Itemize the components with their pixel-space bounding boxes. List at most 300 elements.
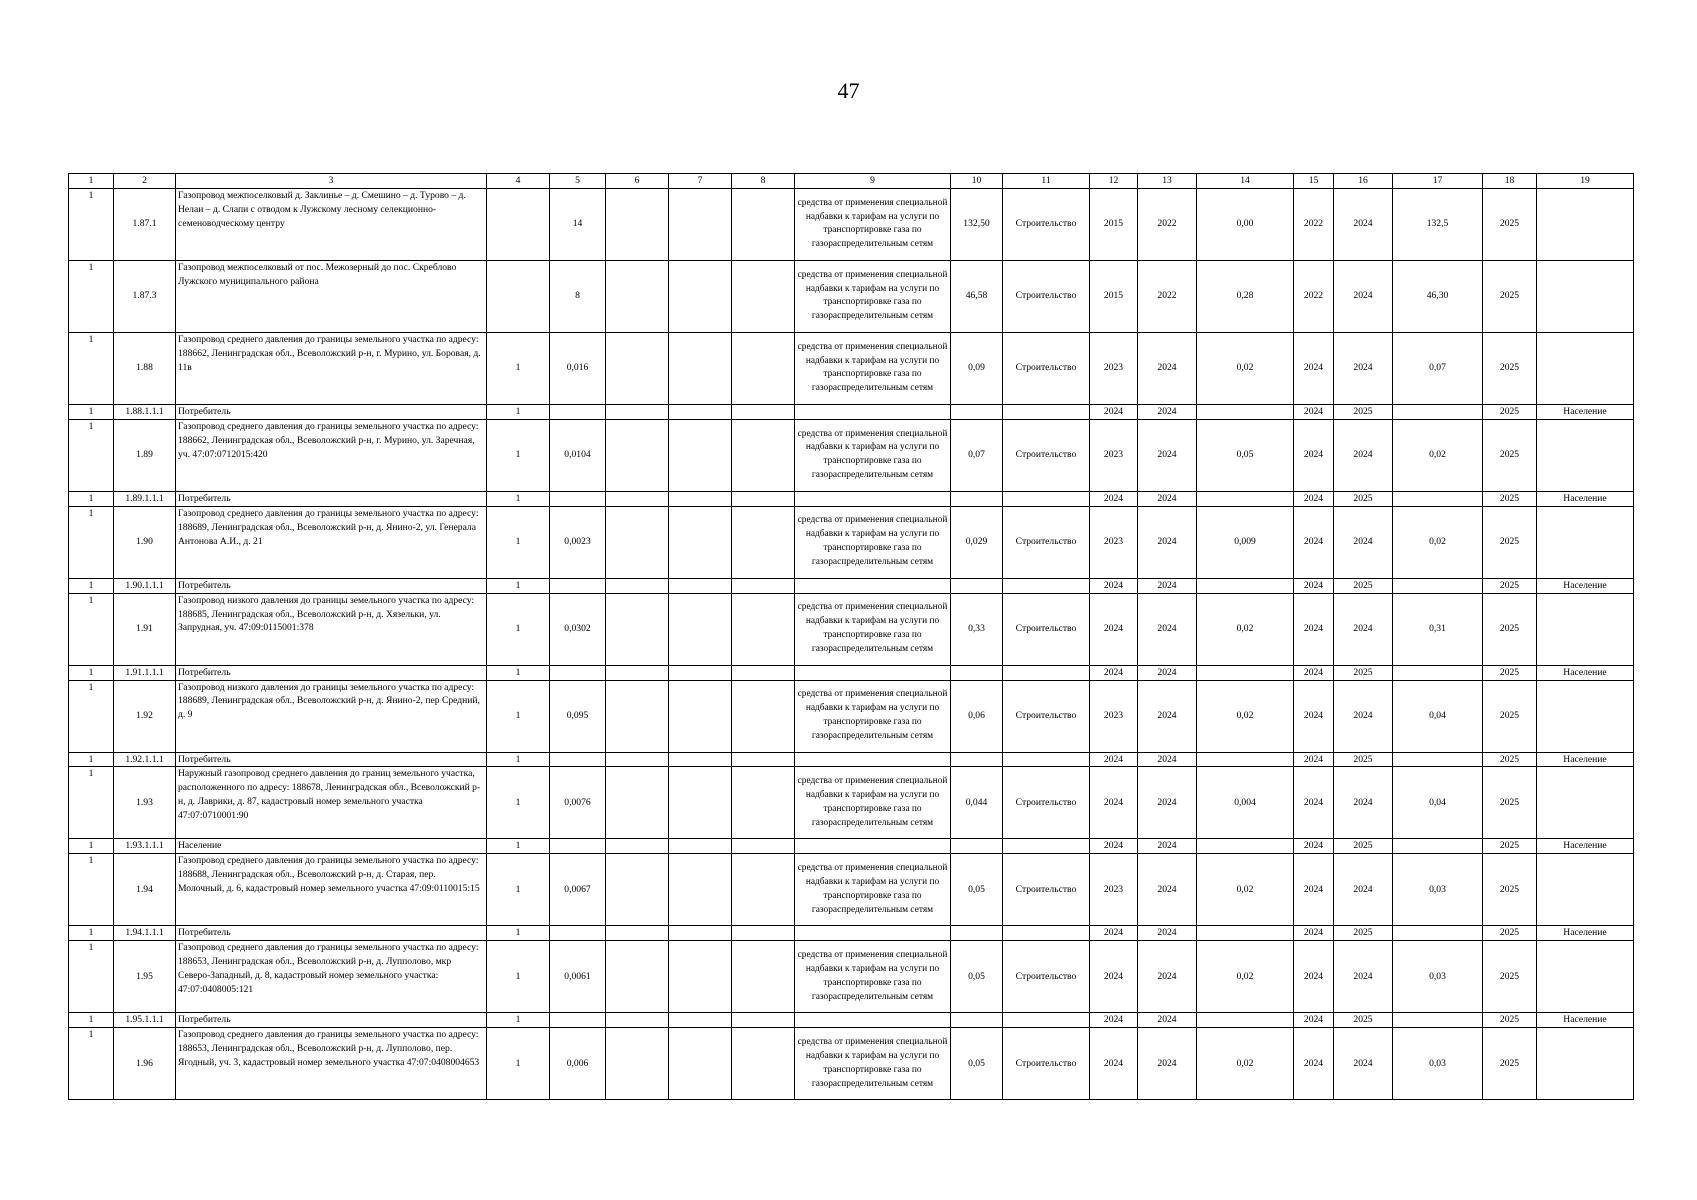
header-cell: 15 [1294, 174, 1334, 189]
cell-col-12: 2024 [1090, 665, 1138, 680]
cell-col-2: 1.88.1.1.1 [114, 404, 176, 419]
cell-col-4: 1 [487, 506, 550, 578]
cell-col-7 [669, 506, 732, 578]
cell-col-13: 2024 [1138, 332, 1197, 404]
cell-col-15: 2024 [1294, 593, 1334, 665]
cell-col-1: 1 [69, 941, 114, 1013]
cell-col-3: Потребитель [176, 926, 487, 941]
cell-col-8 [732, 680, 795, 752]
header-cell: 13 [1138, 174, 1197, 189]
cell-col-17 [1393, 1013, 1483, 1028]
cell-col-16: 2025 [1334, 578, 1393, 593]
cell-col-9: средства от применения специальной надбавки к тарифам на услуги по транспортировке газа по газораспределительным сетям [795, 854, 951, 926]
cell-col-9: средства от применения специальной надбавки к тарифам на услуги по транспортировке газа по газораспределительным сетям [795, 941, 951, 1013]
cell-col-2: 1.89 [114, 419, 176, 491]
cell-col-16: 2024 [1334, 419, 1393, 491]
table-row [69, 767, 1634, 839]
header-cell: 11 [1003, 174, 1090, 189]
cell-col-12: 2024 [1090, 593, 1138, 665]
cell-col-10: 46,58 [951, 260, 1003, 332]
cell-col-12: 2024 [1090, 1028, 1138, 1100]
cell-col-3: Газопровод низкого давления до границы земельного участка по адресу: 188689, Ленинградская обл., Всеволожский р-н, д. Янино-2, пер Средний, д. 9 [176, 680, 487, 752]
cell-col-19: Население [1537, 752, 1634, 767]
cell-col-7 [669, 1028, 732, 1100]
header-cell: 17 [1393, 174, 1483, 189]
cell-col-12: 2023 [1090, 332, 1138, 404]
cell-col-7 [669, 839, 732, 854]
cell-col-16: 2025 [1334, 1013, 1393, 1028]
cell-col-14: 0,00 [1197, 188, 1294, 260]
cell-col-3: Газопровод низкого давления до границы земельного участка по адресу: 188685, Ленинградская обл., Всеволожский р-н, д. Хязельки, ул. Запрудная, уч. 47:09:0115001:378 [176, 593, 487, 665]
table-subrow [69, 404, 1634, 419]
cell-col-9 [795, 665, 951, 680]
cell-col-14 [1197, 665, 1294, 680]
cell-col-3: Наружный газопровод среднего давления до границ земельного участка, расположенного по адресу: 188678, Ленинградская обл., Всеволожский р-н, д. Лаврики, д. 87, кадастровый номер земельного участка 47:07:0710001:90 [176, 767, 487, 839]
header-cell: 2 [114, 174, 176, 189]
cell-col-7 [669, 941, 732, 1013]
cell-col-19 [1537, 332, 1634, 404]
cell-col-4: 1 [487, 854, 550, 926]
cell-col-7 [669, 332, 732, 404]
cell-col-1: 1 [69, 926, 114, 941]
cell-col-19 [1537, 188, 1634, 260]
cell-col-4: 1 [487, 578, 550, 593]
cell-col-11 [1003, 404, 1090, 419]
cell-col-10 [951, 1013, 1003, 1028]
cell-col-13: 2024 [1138, 404, 1197, 419]
cell-col-19 [1537, 767, 1634, 839]
cell-col-13: 2022 [1138, 260, 1197, 332]
cell-col-18: 2025 [1483, 1013, 1537, 1028]
table-subrow [69, 1013, 1634, 1028]
table-row [69, 593, 1634, 665]
cell-col-13: 2024 [1138, 854, 1197, 926]
cell-col-8 [732, 404, 795, 419]
cell-col-17: 0,03 [1393, 854, 1483, 926]
cell-col-15: 2024 [1294, 419, 1334, 491]
cell-col-17: 0,03 [1393, 941, 1483, 1013]
cell-col-17: 132,5 [1393, 188, 1483, 260]
cell-col-1: 1 [69, 680, 114, 752]
cell-col-8 [732, 188, 795, 260]
cell-col-8 [732, 767, 795, 839]
header-row [69, 174, 1634, 189]
cell-col-16: 2025 [1334, 665, 1393, 680]
table-row [69, 188, 1634, 260]
cell-col-4: 1 [487, 419, 550, 491]
cell-col-18: 2025 [1483, 260, 1537, 332]
cell-col-11 [1003, 491, 1090, 506]
cell-col-9: средства от применения специальной надбавки к тарифам на услуги по транспортировке газа по газораспределительным сетям [795, 419, 951, 491]
cell-col-8 [732, 839, 795, 854]
cell-col-10: 0,05 [951, 854, 1003, 926]
cell-col-14 [1197, 1013, 1294, 1028]
cell-col-16: 2024 [1334, 332, 1393, 404]
cell-col-5: 0,006 [550, 1028, 606, 1100]
cell-col-4: 1 [487, 926, 550, 941]
cell-col-2: 1.94 [114, 854, 176, 926]
cell-col-2: 1.88 [114, 332, 176, 404]
cell-col-3: Население [176, 839, 487, 854]
cell-col-11 [1003, 578, 1090, 593]
table-row [69, 680, 1634, 752]
table-row [69, 332, 1634, 404]
cell-col-1: 1 [69, 332, 114, 404]
cell-col-7 [669, 680, 732, 752]
cell-col-4: 1 [487, 1028, 550, 1100]
table-row [69, 506, 1634, 578]
cell-col-8 [732, 1013, 795, 1028]
cell-col-17: 0,31 [1393, 593, 1483, 665]
cell-col-11: Строительство [1003, 188, 1090, 260]
cell-col-3: Газопровод среднего давления до границы земельного участка по адресу: 188689, Ленинградская обл., Всеволожский р-н, д. Янино-2, ул. Генерала Антонова А.И., д. 21 [176, 506, 487, 578]
cell-col-13: 2024 [1138, 578, 1197, 593]
cell-col-17: 46,30 [1393, 260, 1483, 332]
cell-col-8 [732, 506, 795, 578]
cell-col-19: Население [1537, 926, 1634, 941]
cell-col-2: 1.90 [114, 506, 176, 578]
cell-col-10 [951, 752, 1003, 767]
cell-col-13: 2024 [1138, 665, 1197, 680]
cell-col-15: 2024 [1294, 680, 1334, 752]
cell-col-16: 2025 [1334, 839, 1393, 854]
cell-col-12: 2023 [1090, 854, 1138, 926]
header-cell: 12 [1090, 174, 1138, 189]
cell-col-17: 0,07 [1393, 332, 1483, 404]
cell-col-17 [1393, 752, 1483, 767]
cell-col-5 [550, 404, 606, 419]
cell-col-13: 2024 [1138, 926, 1197, 941]
cell-col-5 [550, 578, 606, 593]
cell-col-19 [1537, 1028, 1634, 1100]
header-cell: 6 [606, 174, 669, 189]
cell-col-14: 0,02 [1197, 941, 1294, 1013]
cell-col-1: 1 [69, 491, 114, 506]
cell-col-18: 2025 [1483, 839, 1537, 854]
cell-col-9 [795, 839, 951, 854]
cell-col-14: 0,02 [1197, 593, 1294, 665]
cell-col-4: 1 [487, 491, 550, 506]
cell-col-1: 1 [69, 665, 114, 680]
cell-col-5: 0,0076 [550, 767, 606, 839]
cell-col-11: Строительство [1003, 506, 1090, 578]
cell-col-5: 0,0302 [550, 593, 606, 665]
cell-col-9: средства от применения специальной надбавки к тарифам на услуги по транспортировке газа по газораспределительным сетям [795, 680, 951, 752]
cell-col-15: 2024 [1294, 1028, 1334, 1100]
cell-col-14: 0,02 [1197, 1028, 1294, 1100]
cell-col-15: 2024 [1294, 1013, 1334, 1028]
cell-col-2: 1.89.1.1.1 [114, 491, 176, 506]
cell-col-12: 2024 [1090, 941, 1138, 1013]
cell-col-7 [669, 491, 732, 506]
cell-col-8 [732, 665, 795, 680]
cell-col-18: 2025 [1483, 767, 1537, 839]
cell-col-9: средства от применения специальной надбавки к тарифам на услуги по транспортировке газа по газораспределительным сетям [795, 506, 951, 578]
cell-col-18: 2025 [1483, 578, 1537, 593]
cell-col-16: 2024 [1334, 1028, 1393, 1100]
cell-col-10: 0,06 [951, 680, 1003, 752]
cell-col-5 [550, 752, 606, 767]
table-subrow [69, 491, 1634, 506]
header-cell: 19 [1537, 174, 1634, 189]
cell-col-9 [795, 1013, 951, 1028]
cell-col-18: 2025 [1483, 926, 1537, 941]
cell-col-15: 2024 [1294, 404, 1334, 419]
cell-col-16: 2025 [1334, 926, 1393, 941]
cell-col-2: 1.92.1.1.1 [114, 752, 176, 767]
cell-col-3: Газопровод среднего давления до границы земельного участка по адресу: 188653, Ленинградская обл., Всеволожский р-н, д. Лупполово, пер. Ягодный, уч. 3, кадастровый номер земельного участка 47:07:0408004653 [176, 1028, 487, 1100]
cell-col-13: 2024 [1138, 593, 1197, 665]
cell-col-6 [606, 491, 669, 506]
cell-col-15: 2024 [1294, 941, 1334, 1013]
cell-col-6 [606, 506, 669, 578]
cell-col-17: 0,02 [1393, 506, 1483, 578]
cell-col-2: 1.91 [114, 593, 176, 665]
cell-col-4: 1 [487, 332, 550, 404]
cell-col-12: 2024 [1090, 491, 1138, 506]
cell-col-8 [732, 332, 795, 404]
cell-col-11: Строительство [1003, 854, 1090, 926]
cell-col-5 [550, 839, 606, 854]
cell-col-2: 1.92 [114, 680, 176, 752]
cell-col-19: Население [1537, 578, 1634, 593]
cell-col-4: 1 [487, 593, 550, 665]
cell-col-16: 2024 [1334, 506, 1393, 578]
page-number: 47 [837, 78, 860, 103]
cell-col-14 [1197, 752, 1294, 767]
cell-col-11: Строительство [1003, 593, 1090, 665]
header-cell: 7 [669, 174, 732, 189]
cell-col-3: Газопровод среднего давления до границы земельного участка по адресу: 188653, Ленинградская обл., Всеволожский р-н, д. Лупполово, мкр Северо-Западный, д. 8, кадастровый номер земельного участка: 47:07:0408005:121 [176, 941, 487, 1013]
cell-col-14 [1197, 578, 1294, 593]
cell-col-14: 0,05 [1197, 419, 1294, 491]
cell-col-11: Строительство [1003, 941, 1090, 1013]
cell-col-13: 2024 [1138, 941, 1197, 1013]
cell-col-12: 2015 [1090, 260, 1138, 332]
cell-col-18: 2025 [1483, 680, 1537, 752]
cell-col-9: средства от применения специальной надбавки к тарифам на услуги по транспортировке газа по газораспределительным сетям [795, 188, 951, 260]
cell-col-12: 2024 [1090, 926, 1138, 941]
cell-col-15: 2024 [1294, 491, 1334, 506]
cell-col-6 [606, 404, 669, 419]
cell-col-14: 0,02 [1197, 680, 1294, 752]
cell-col-5: 0,016 [550, 332, 606, 404]
cell-col-9: средства от применения специальной надбавки к тарифам на услуги по транспортировке газа по газораспределительным сетям [795, 767, 951, 839]
cell-col-15: 2024 [1294, 854, 1334, 926]
cell-col-14 [1197, 839, 1294, 854]
cell-col-11: Строительство [1003, 260, 1090, 332]
cell-col-17: 0,03 [1393, 1028, 1483, 1100]
cell-col-19 [1537, 260, 1634, 332]
cell-col-1: 1 [69, 854, 114, 926]
cell-col-4 [487, 260, 550, 332]
cell-col-16: 2024 [1334, 767, 1393, 839]
cell-col-6 [606, 941, 669, 1013]
cell-col-11: Строительство [1003, 1028, 1090, 1100]
cell-col-13: 2024 [1138, 419, 1197, 491]
cell-col-7 [669, 767, 732, 839]
cell-col-6 [606, 188, 669, 260]
cell-col-1: 1 [69, 839, 114, 854]
cell-col-6 [606, 767, 669, 839]
cell-col-11 [1003, 926, 1090, 941]
cell-col-11 [1003, 665, 1090, 680]
cell-col-4: 1 [487, 1013, 550, 1028]
cell-col-10 [951, 665, 1003, 680]
cell-col-10: 0,044 [951, 767, 1003, 839]
cell-col-17 [1393, 839, 1483, 854]
cell-col-18: 2025 [1483, 188, 1537, 260]
cell-col-2: 1.95.1.1.1 [114, 1013, 176, 1028]
cell-col-1: 1 [69, 506, 114, 578]
cell-col-1: 1 [69, 1028, 114, 1100]
cell-col-1: 1 [69, 752, 114, 767]
cell-col-9: средства от применения специальной надбавки к тарифам на услуги по транспортировке газа по газораспределительным сетям [795, 593, 951, 665]
cell-col-14: 0,28 [1197, 260, 1294, 332]
header-cell: 9 [795, 174, 951, 189]
header-cell: 10 [951, 174, 1003, 189]
cell-col-10: 0,029 [951, 506, 1003, 578]
cell-col-4: 1 [487, 839, 550, 854]
cell-col-7 [669, 1013, 732, 1028]
cell-col-5: 0,095 [550, 680, 606, 752]
cell-col-9 [795, 926, 951, 941]
header-cell: 16 [1334, 174, 1393, 189]
cell-col-15: 2024 [1294, 332, 1334, 404]
cell-col-8 [732, 941, 795, 1013]
cell-col-15: 2024 [1294, 839, 1334, 854]
cell-col-7 [669, 926, 732, 941]
cell-col-7 [669, 260, 732, 332]
cell-col-7 [669, 593, 732, 665]
cell-col-12: 2024 [1090, 1013, 1138, 1028]
cell-col-6 [606, 578, 669, 593]
table-row [69, 419, 1634, 491]
cell-col-19 [1537, 506, 1634, 578]
cell-col-17: 0,02 [1393, 419, 1483, 491]
cell-col-19: Население [1537, 665, 1634, 680]
cell-col-15: 2024 [1294, 665, 1334, 680]
cell-col-11 [1003, 1013, 1090, 1028]
cell-col-3: Потребитель [176, 491, 487, 506]
cell-col-1: 1 [69, 419, 114, 491]
cell-col-12: 2023 [1090, 419, 1138, 491]
cell-col-9 [795, 752, 951, 767]
cell-col-16: 2024 [1334, 854, 1393, 926]
cell-col-1: 1 [69, 404, 114, 419]
cell-col-12: 2024 [1090, 767, 1138, 839]
cell-col-6 [606, 332, 669, 404]
cell-col-10: 132,50 [951, 188, 1003, 260]
table-subrow [69, 839, 1634, 854]
cell-col-15: 2024 [1294, 506, 1334, 578]
cell-col-5 [550, 665, 606, 680]
cell-col-2: 1.96 [114, 1028, 176, 1100]
cell-col-13: 2024 [1138, 1028, 1197, 1100]
cell-col-4: 1 [487, 941, 550, 1013]
cell-col-9 [795, 578, 951, 593]
cell-col-19 [1537, 593, 1634, 665]
cell-col-18: 2025 [1483, 941, 1537, 1013]
cell-col-12: 2024 [1090, 839, 1138, 854]
cell-col-9: средства от применения специальной надбавки к тарифам на услуги по транспортировке газа по газораспределительным сетям [795, 332, 951, 404]
cell-col-5 [550, 1013, 606, 1028]
cell-col-9: средства от применения специальной надбавки к тарифам на услуги по транспортировке газа по газораспределительным сетям [795, 260, 951, 332]
cell-col-8 [732, 260, 795, 332]
cell-col-8 [732, 578, 795, 593]
header-cell: 3 [176, 174, 487, 189]
table-subrow [69, 926, 1634, 941]
cell-col-2: 1.93 [114, 767, 176, 839]
cell-col-15: 2022 [1294, 260, 1334, 332]
cell-col-18: 2025 [1483, 419, 1537, 491]
header-cell: 14 [1197, 174, 1294, 189]
cell-col-6 [606, 665, 669, 680]
cell-col-13: 2024 [1138, 767, 1197, 839]
cell-col-19: Население [1537, 491, 1634, 506]
cell-col-16: 2024 [1334, 680, 1393, 752]
investment-table [68, 173, 1634, 1100]
cell-col-19 [1537, 854, 1634, 926]
cell-col-11 [1003, 839, 1090, 854]
cell-col-4: 1 [487, 404, 550, 419]
table-subrow [69, 578, 1634, 593]
cell-col-4 [487, 188, 550, 260]
cell-col-15: 2022 [1294, 188, 1334, 260]
cell-col-3: Газопровод межпоселковый от пос. Межозерный до пос. Скреблово Лужского муниципального района [176, 260, 487, 332]
cell-col-10: 0,05 [951, 1028, 1003, 1100]
cell-col-2: 1.87.1 [114, 188, 176, 260]
cell-col-11: Строительство [1003, 332, 1090, 404]
cell-col-13: 2022 [1138, 188, 1197, 260]
cell-col-15: 2024 [1294, 926, 1334, 941]
cell-col-18: 2025 [1483, 593, 1537, 665]
cell-col-6 [606, 593, 669, 665]
cell-col-17 [1393, 578, 1483, 593]
cell-col-6 [606, 1013, 669, 1028]
table-subrow [69, 665, 1634, 680]
cell-col-14 [1197, 491, 1294, 506]
cell-col-12: 2023 [1090, 506, 1138, 578]
cell-col-13: 2024 [1138, 680, 1197, 752]
cell-col-8 [732, 926, 795, 941]
cell-col-6 [606, 926, 669, 941]
cell-col-14 [1197, 404, 1294, 419]
table-row [69, 941, 1634, 1013]
cell-col-8 [732, 752, 795, 767]
cell-col-4: 1 [487, 767, 550, 839]
cell-col-7 [669, 188, 732, 260]
cell-col-6 [606, 419, 669, 491]
cell-col-3: Газопровод межпоселковый д. Заклинье – д. Смешино – д. Турово – д. Нелаи – д. Слапи с отводом к Лужскому лесному селекционно-семеноводческому центру [176, 188, 487, 260]
cell-col-5: 0,0023 [550, 506, 606, 578]
cell-col-8 [732, 854, 795, 926]
cell-col-6 [606, 680, 669, 752]
cell-col-4: 1 [487, 680, 550, 752]
cell-col-2: 1.93.1.1.1 [114, 839, 176, 854]
cell-col-18: 2025 [1483, 1028, 1537, 1100]
cell-col-10 [951, 491, 1003, 506]
cell-col-10: 0,33 [951, 593, 1003, 665]
cell-col-7 [669, 578, 732, 593]
cell-col-17 [1393, 665, 1483, 680]
cell-col-4: 1 [487, 665, 550, 680]
cell-col-19 [1537, 419, 1634, 491]
cell-col-10: 0,07 [951, 419, 1003, 491]
cell-col-14: 0,009 [1197, 506, 1294, 578]
cell-col-17 [1393, 491, 1483, 506]
cell-col-5 [550, 491, 606, 506]
